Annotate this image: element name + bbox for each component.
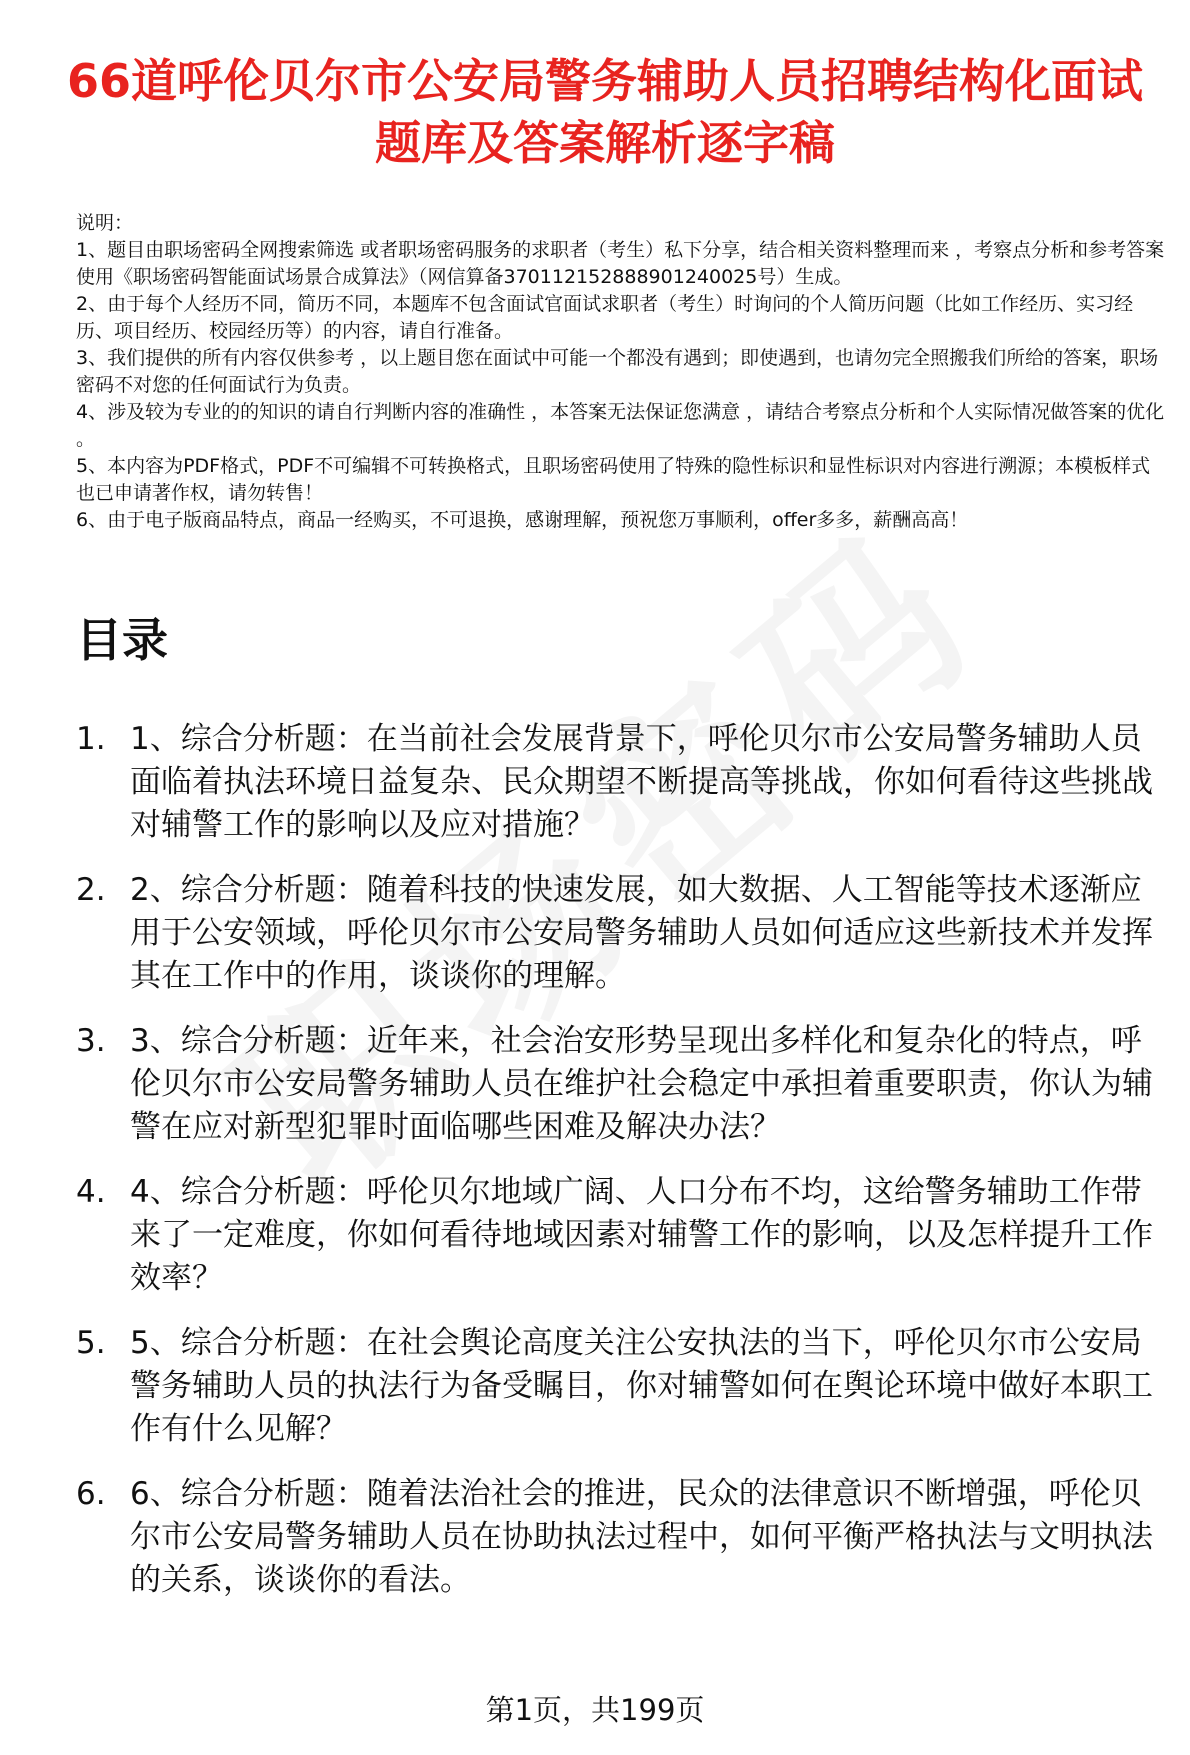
toc-item[interactable] <box>76 1322 1166 1451</box>
toc-item-number: 3. <box>76 1023 106 1059</box>
toc-item[interactable] <box>76 718 1166 847</box>
note-item: 6、由于电子版商品特点，商品一经购买，不可退换，感谢理解，预祝您万事顺利，offer多多，薪酬高高！ <box>76 509 969 531</box>
toc-heading: 目录 <box>76 613 168 667</box>
toc-item[interactable] <box>76 1171 1166 1300</box>
notes-section <box>76 210 1166 534</box>
toc-item-number: 1. <box>76 721 106 757</box>
toc-item-text[interactable]: 6、综合分析题：随着法治社会的推进，民众的法律意识不断增强，呼伦贝尔市公安局警务辅助人员在协助执法过程中，如何平衡严格执法与文明执法的关系，谈谈你的看法。 <box>130 1476 1153 1598</box>
toc-list <box>76 718 1166 1624</box>
toc-item[interactable] <box>76 1020 1166 1149</box>
document-title: 66道呼伦贝尔市公安局警务辅助人员招聘结构化面试题库及答案解析逐字稿 <box>66 54 1143 170</box>
note-item: 2、由于每个人经历不同，简历不同，本题库不包含面试官面试求职者（考生）时询问的个人简历问题（比如工作经历、实习经历、项目经历、校园经历等）的内容，请自行准备。 <box>76 293 1134 342</box>
toc-item-text[interactable]: 4、综合分析题：呼伦贝尔地域广阔、人口分布不均，这给警务辅助工作带来了一定难度，你如何看待地域因素对辅警工作的影响，以及怎样提升工作效率？ <box>130 1174 1153 1296</box>
toc-item-number: 4. <box>76 1174 106 1210</box>
note-item: 1、题目由职场密码全网搜索筛选 或者职场密码服务的求职者（考生）私下分享，结合相关资料整理而来 ，考察点分析和参考答案使用《职场密码智能面试场景合成算法》（网信算备370112152888901240025号）生成。 <box>76 239 1165 288</box>
note-item: 3、我们提供的所有内容仅供参考 ，以上题目您在面试中可能一个都没有遇到；即使遇到，也请勿完全照搬我们所给的答案，职场密码不对您的任何面试行为负责。 <box>76 347 1159 396</box>
toc-item-text[interactable]: 5、综合分析题：在社会舆论高度关注公安执法的当下，呼伦贝尔市公安局警务辅助人员的执法行为备受瞩目，你对辅警如何在舆论环境中做好本职工作有什么见解？ <box>130 1325 1153 1447</box>
note-item: 4、涉及较为专业的的知识的请自行判断内容的准确性 ，本答案无法保证您满意 ，请结合考察点分析和个人实际情况做答案的优化 。 <box>76 401 1165 450</box>
notes-heading: 说明： <box>76 212 134 234</box>
toc-item[interactable] <box>76 1473 1166 1602</box>
toc-item-text[interactable]: 3、综合分析题：近年来，社会治安形势呈现出多样化和复杂化的特点，呼伦贝尔市公安局警务辅助人员在维护社会稳定中承担着重要职责，你认为辅警在应对新型犯罪时面临哪些困难及解决办法？ <box>130 1023 1153 1145</box>
toc-item[interactable] <box>76 869 1166 998</box>
note-item: 5、本内容为PDF格式，PDF不可编辑不可转换格式，且职场密码使用了特殊的隐性标识和显性标识对内容进行溯源；本模板样式也已申请著作权，请勿转售！ <box>76 455 1151 504</box>
page-footer: 第1页，共199页 <box>485 1693 705 1727</box>
toc-item-number: 6. <box>76 1476 106 1512</box>
toc-item-number: 5. <box>76 1325 106 1361</box>
toc-item-text[interactable]: 1、综合分析题：在当前社会发展背景下，呼伦贝尔市公安局警务辅助人员面临着执法环境日益复杂、民众期望不断提高等挑战，你如何看待这些挑战对辅警工作的影响以及应对措施？ <box>130 721 1153 843</box>
toc-item-text[interactable]: 2、综合分析题：随着科技的快速发展，如大数据、人工智能等技术逐渐应用于公安领域，呼伦贝尔市公安局警务辅助人员如何适应这些新技术并发挥其在工作中的作用，谈谈你的理解。 <box>130 872 1153 994</box>
toc-item-number: 2. <box>76 872 106 908</box>
